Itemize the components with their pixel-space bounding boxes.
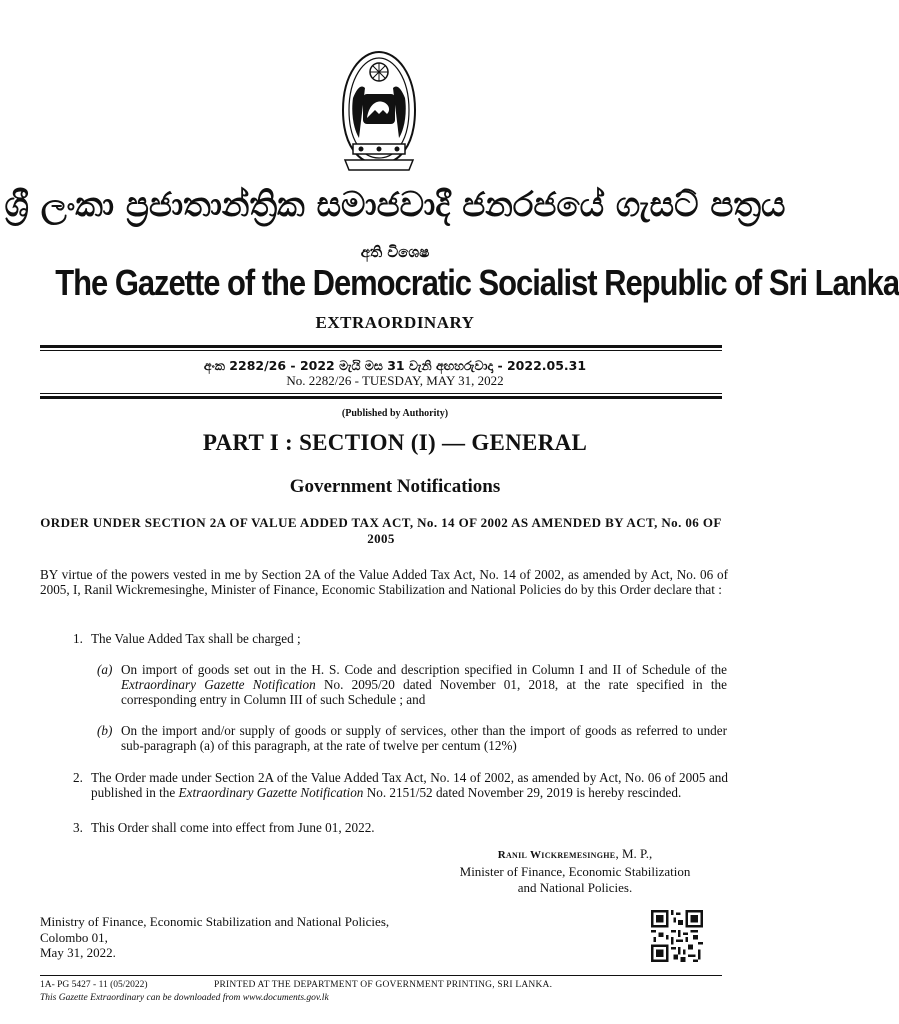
extraordinary-label: EXTRAORDINARY [315,313,475,332]
printer-credit: PRINTED AT THE DEPARTMENT OF GOVERNMENT PRINTING, SRI LANKA. [214,980,553,990]
subitem-text-part: No. 2095/20 dated November 01, 2018, at the rate specified in the corresponding entry in Column III of such Schedule ; and [121,677,728,707]
order-item-2 [73,770,728,800]
divider [40,345,722,348]
subitem-text: On the import and/or supply of goods or supply of services, other than the import of goods as referred to under sub-paragraph (a) of this paragraph, at the rate of twelve per centum (12%) [121,723,727,753]
divider [40,396,722,399]
item-text: This Order shall come into effect from June 01, 2022. [91,820,375,835]
order-preamble: BY virtue of the powers vested in me by Section 2A of the Value Added Tax Act, No. 14 of 2002, as amended by Act, No. 06 of 2005, I, Ranil Wickremesinghe, Minister of Finance, Economic Stabilization and National Policies do by this Order declare that : [40,567,728,597]
item-number: 1. [73,631,83,646]
qr-code-icon [651,910,703,962]
published-by-authority: (Published by Authority) [341,408,449,419]
footer-divider [40,975,722,976]
order-title: ORDER UNDER SECTION 2A OF VALUE ADDED TAX ACT, No. 14 OF 2002 AS AMENDED BY ACT, No. 06 OF 2005 [40,515,722,546]
subitem-text-part: On import of goods set out in the H. S. Code and description specified in Column I and II of Schedule of the [121,662,727,677]
signatory-role-line2: and National Policies. [517,880,633,895]
item-text-part: The Order made under Section 2A of the Value Added Tax Act, No. 14 of 2002, as amended by Act, No. 06 of 2005 and published in the [91,770,728,800]
item-number: 3. [73,820,83,835]
signatory-suffix: , M. P., [615,846,653,861]
ministry-line: Colombo 01, [40,929,108,945]
issue-line-english: No. 2282/26 - TUESDAY, MAY 31, 2022 [286,373,504,388]
divider [40,350,722,351]
ministry-address [40,914,389,961]
order-item-3 [73,820,723,835]
gazette-reference: Extraordinary Gazette Notification [121,677,316,692]
gazette-reference: Extraordinary Gazette Notification [178,785,364,800]
order-subitem-b [97,723,727,753]
national-emblem-icon [339,48,419,174]
divider [40,393,722,394]
signatory-name-text: Ranil Wickremesinghe [497,849,616,861]
subitem-label: (b) [97,723,113,738]
order-item-1 [73,631,723,646]
signatory-name [430,846,720,862]
item-text: The Value Added Tax shall be charged ; [91,631,301,646]
section-heading: Government Notifications [289,476,501,497]
download-notice: This Gazette Extraordinary can be downloaded from www.documents.gov.lk [40,993,329,1003]
subitem-label: (a) [97,662,113,677]
ministry-date: May 31, 2022. [40,945,116,960]
sinhala-extraordinary-label: අති විශෙෂ [360,243,430,261]
sinhala-gazette-title: ශ්‍රී ලංකා ප්‍රජාතාන්ත්‍රික සමාජවාදී ජනරජයේ ගැසට් පත්‍රය [4,185,786,225]
item-text-part: No. 2151/52 dated November 29, 2019 is hereby rescinded. [363,785,682,800]
print-code: 1A- PG 5427 - 11 (05/2022) [40,980,148,990]
english-gazette-title: The Gazette of the Democratic Socialist Republic of Sri Lanka [55,262,899,303]
issue-line-sinhala: අංක 2282/26 - 2022 මැයි මස 31 වැනි අඟහරුවාදා - 2022.05.31 [203,358,587,373]
ministry-line: Ministry of Finance, Economic Stabilization and National Policies, [40,914,390,929]
item-text [91,770,728,800]
order-subitem-a [97,662,727,707]
part-section-title: PART I : SECTION (I) — GENERAL [202,430,588,455]
signatory-role-line1: Minister of Finance, Economic Stabilization [459,864,691,879]
subitem-text [121,662,727,707]
item-number: 2. [73,770,83,785]
